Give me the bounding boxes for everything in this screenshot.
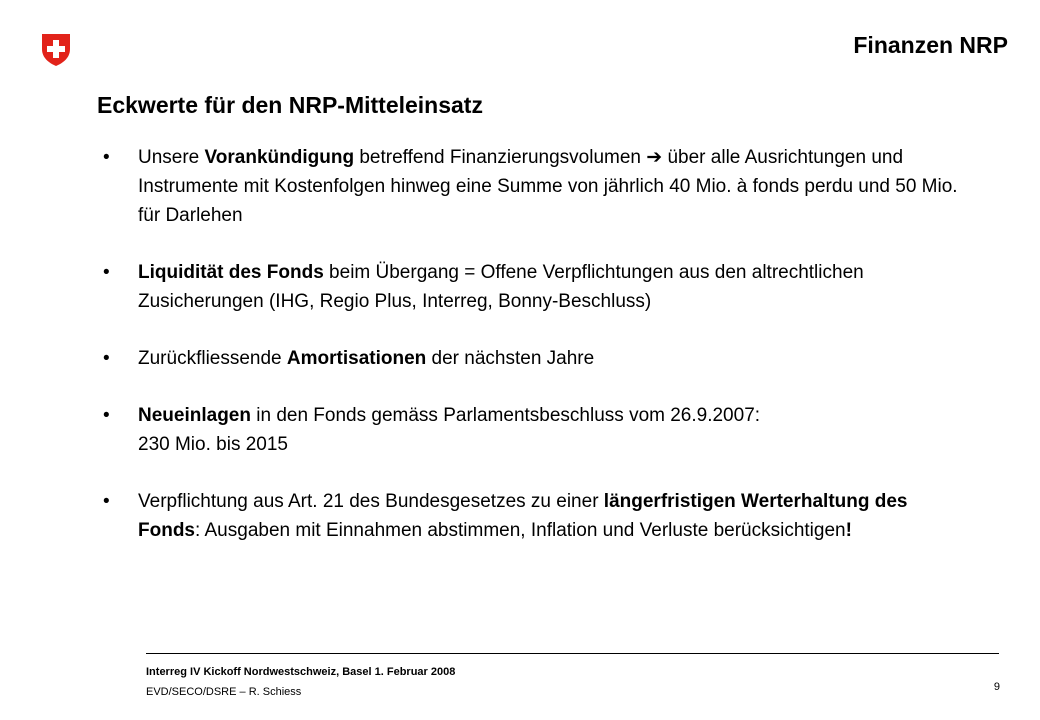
emphasis-liquiditaet: Liquidität des Fonds <box>138 262 324 283</box>
emphasis-amortisationen: Amortisationen <box>286 348 427 369</box>
bullet-amortisationen: • Zurückfliessende Amortisationen der nächsten Jahre <box>103 344 963 373</box>
bullet-marker: • <box>103 262 110 283</box>
emphasis-neueinlagen: Neueinlagen <box>138 405 251 426</box>
bullet-marker: • <box>103 348 110 369</box>
arrow-right-icon: ➔ <box>646 147 663 168</box>
bullet-marker: • <box>103 405 110 426</box>
footer-author: EVD/SECO/DSRE – R. Schiess <box>146 686 302 698</box>
emphasis-vorankuendigung: Vorankündigung <box>204 147 355 168</box>
bullet-list <box>103 143 963 573</box>
bullet-marker: • <box>103 491 110 512</box>
bullet-liquiditaet: • Liquidität des Fonds beim Übergang = Offene Verpflichtungen aus den altrechtlichen Zusicherungen (IHG, Regio Plus, Interreg, Bonny-Beschluss) <box>103 258 963 316</box>
bullet-vorankuendigung: • Unsere Vorankündigung betreffend Finanzierungsvolumen ➔ über alle Ausrichtungen und Instrumente mit Kostenfolgen hinweg eine Summe von jährlich 40 Mio. à fonds perdu und 50 Mio. für Darlehen <box>103 143 963 230</box>
footer-divider <box>146 653 999 654</box>
swiss-coat-of-arms-icon <box>40 32 72 68</box>
bullet-neueinlagen: • Neueinlagen in den Fonds gemäss Parlamentsbeschluss vom 26.9.2007: 230 Mio. bis 2015 <box>103 401 963 459</box>
bullet-verpflichtung: • Verpflichtung aus Art. 21 des Bundesgesetzes zu einer längerfristigen Werterhaltung des Fonds: Ausgaben mit Einnahmen abstimmen, Inflation und Verluste berücksichtigen! <box>103 487 963 545</box>
page-number: 9 <box>993 681 1000 693</box>
slide-title: Eckwerte für den NRP-Mitteleinsatz <box>97 92 483 118</box>
header-title: Finanzen NRP <box>853 32 1008 58</box>
footer-event: Interreg IV Kickoff Nordwestschweiz, Basel 1. Februar 2008 <box>146 666 456 678</box>
bullet-marker: • <box>103 147 110 168</box>
emphasis-werterhaltung: längerfristigen Werterhaltung des Fonds <box>138 491 908 541</box>
